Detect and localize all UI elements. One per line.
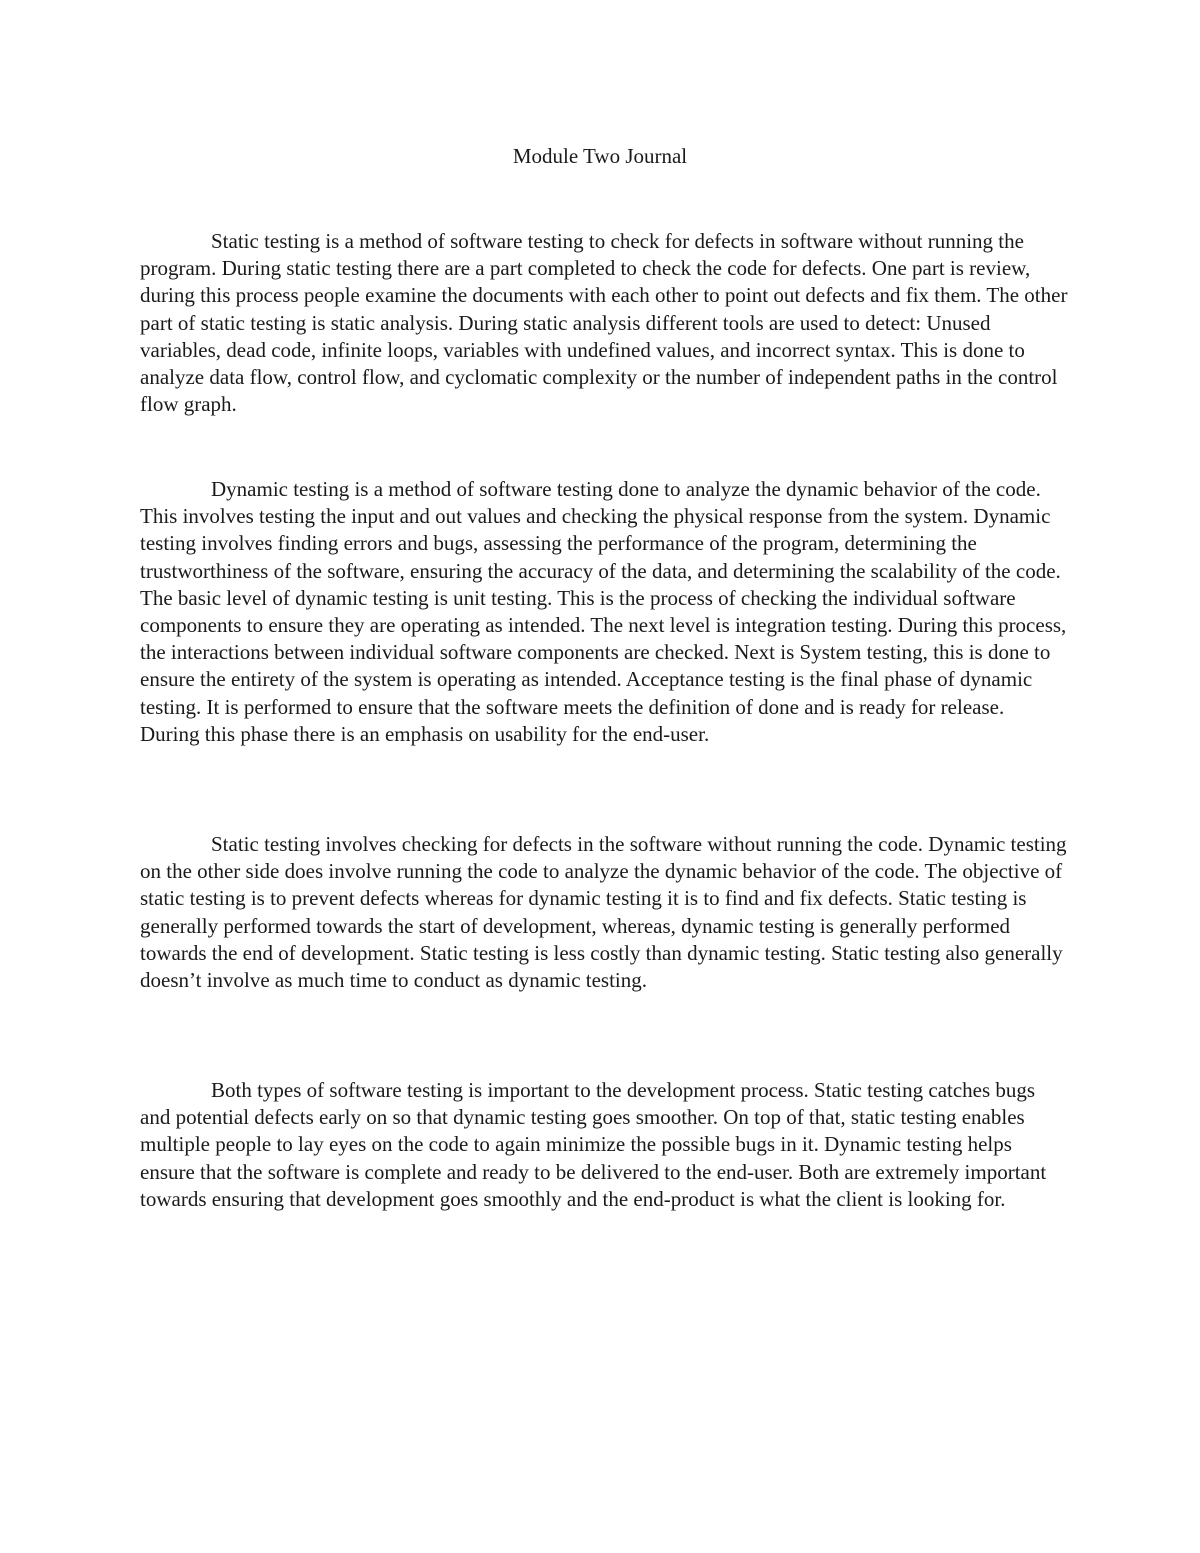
paragraph-static-testing: Static testing is a method of software testing to check for defects in software without running the program. During static testing there are a part completed to check the code for defects. One part is review, during this process people examine the documents with each other to point out defects and fix them. The other part of static testing is static analysis. During static analysis different tools are used to detect: Unused variables, dead code, infinite loops, variables with undefined values, and incorrect syntax. This is done to analyze data flow, control flow, and cyclomatic complexity or the number of independent paths in the control flow graph.	[140, 229, 1068, 417]
paragraph-conclusion: Both types of software testing is important to the development process. Static testing catches bugs and potential defects early on so that dynamic testing goes smoother. On top of that, static testing enables multiple people to lay eyes on the code to again minimize the possible bugs in it. Dynamic testing helps ensure that the software is complete and ready to be delivered to the end-user. Both are extremely important towards ensuring that development goes smoothly and the end-product is what the client is looking for.	[140, 1078, 1047, 1211]
document-title: Module Two Journal	[512, 144, 688, 168]
paragraph-dynamic-testing: Dynamic testing is a method of software testing done to analyze the dynamic behavior of the code. This involves testing the input and out values and checking the physical response from the system. Dynamic testing involves finding errors and bugs, assessing the performance of the program, determining the trustworthiness of the software, ensuring the accuracy of the data, and determining the scalability of the code. The basic level of dynamic testing is unit testing. This is the process of checking the individual software components to ensure they are operating as intended. The next level is integration testing. During this process, the interactions between individual software components are checked. Next is System testing, this is done to ensure the entirety of the system is operating as intended. Acceptance testing is the final phase of dynamic testing. It is performed to ensure that the software meets the definition of done and is ready for release. During this phase there is an emphasis on usability for the end-user.	[140, 477, 1067, 746]
paragraph-comparison: Static testing involves checking for defects in the software without running the code. Dynamic testing on the other side does involve running the code to analyze the dynamic behavior of the code. The objective of static testing is to prevent defects whereas for dynamic testing it is to find and fix defects. Static testing is generally performed towards the start of development, whereas, dynamic testing is generally performed towards the end of development. Static testing is less costly than dynamic testing. Static testing also generally doesn’t involve as much time to conduct as dynamic testing.	[140, 832, 1067, 993]
